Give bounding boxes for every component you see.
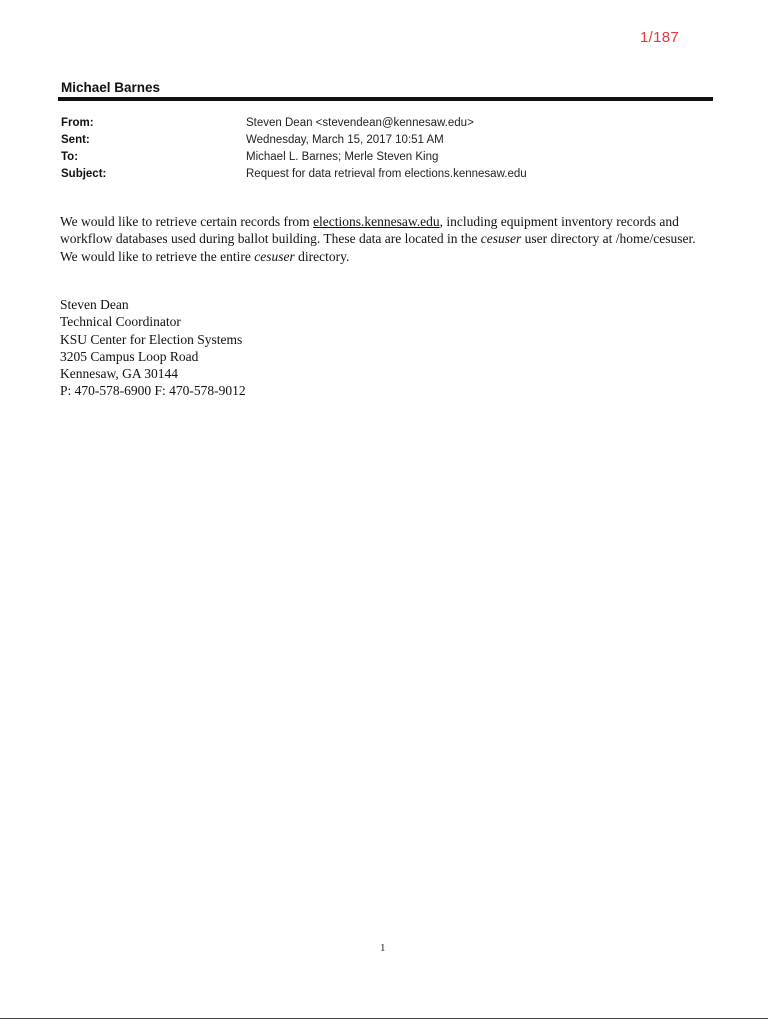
body-text-part2: , including equipment inventory records and workflow databases used during ballot building. These data are located in the: [60, 214, 679, 247]
to-label: To:: [61, 151, 79, 163]
body-text-part4: directory.: [294, 248, 350, 264]
elections-link[interactable]: elections.kennesaw.edu: [313, 214, 440, 229]
signature-organization: KSU Center for Election Systems: [60, 331, 243, 347]
body-text-part3: user directory at /home/cesuser. We would like to retrieve the entire: [60, 231, 696, 264]
body-italic-cesuser-1: cesuser: [480, 231, 522, 247]
sent-value: Wednesday, March 15, 2017 10:51 AM: [246, 134, 444, 146]
signature-name: Steven Dean: [60, 297, 129, 312]
sent-label: Sent:: [61, 134, 90, 146]
email-header-fields: [61, 115, 711, 183]
signature-phone: P: 470-578-6900 F: 470-578-9012: [60, 383, 246, 399]
subject-row: [61, 166, 711, 183]
from-label: From:: [61, 117, 94, 129]
email-body: [60, 213, 710, 265]
subject-label: Subject:: [61, 168, 107, 180]
mailbox-owner-name: Michael Barnes: [61, 80, 161, 95]
to-row: [61, 149, 711, 166]
body-italic-cesuser-2: cesuser: [254, 248, 295, 264]
footer-page-number: 1: [380, 942, 386, 954]
from-row: [61, 115, 711, 132]
email-signature: [60, 296, 246, 400]
subject-value: Request for data retrieval from elections.kennesaw.edu: [246, 168, 527, 180]
sent-row: [61, 132, 711, 149]
body-text-part1: We would like to retrieve certain records from: [60, 214, 314, 229]
signature-city: Kennesaw, GA 30144: [60, 366, 178, 382]
signature-title: Technical Coordinator: [60, 314, 181, 330]
header-divider: [58, 97, 713, 101]
from-value: Steven Dean <stevendean@kennesaw.edu>: [246, 117, 474, 129]
to-value: Michael L. Barnes; Merle Steven King: [246, 151, 439, 163]
bates-page-stamp: 1/187: [640, 29, 680, 46]
signature-street: 3205 Campus Loop Road: [60, 348, 199, 364]
bottom-divider: [0, 1018, 768, 1019]
